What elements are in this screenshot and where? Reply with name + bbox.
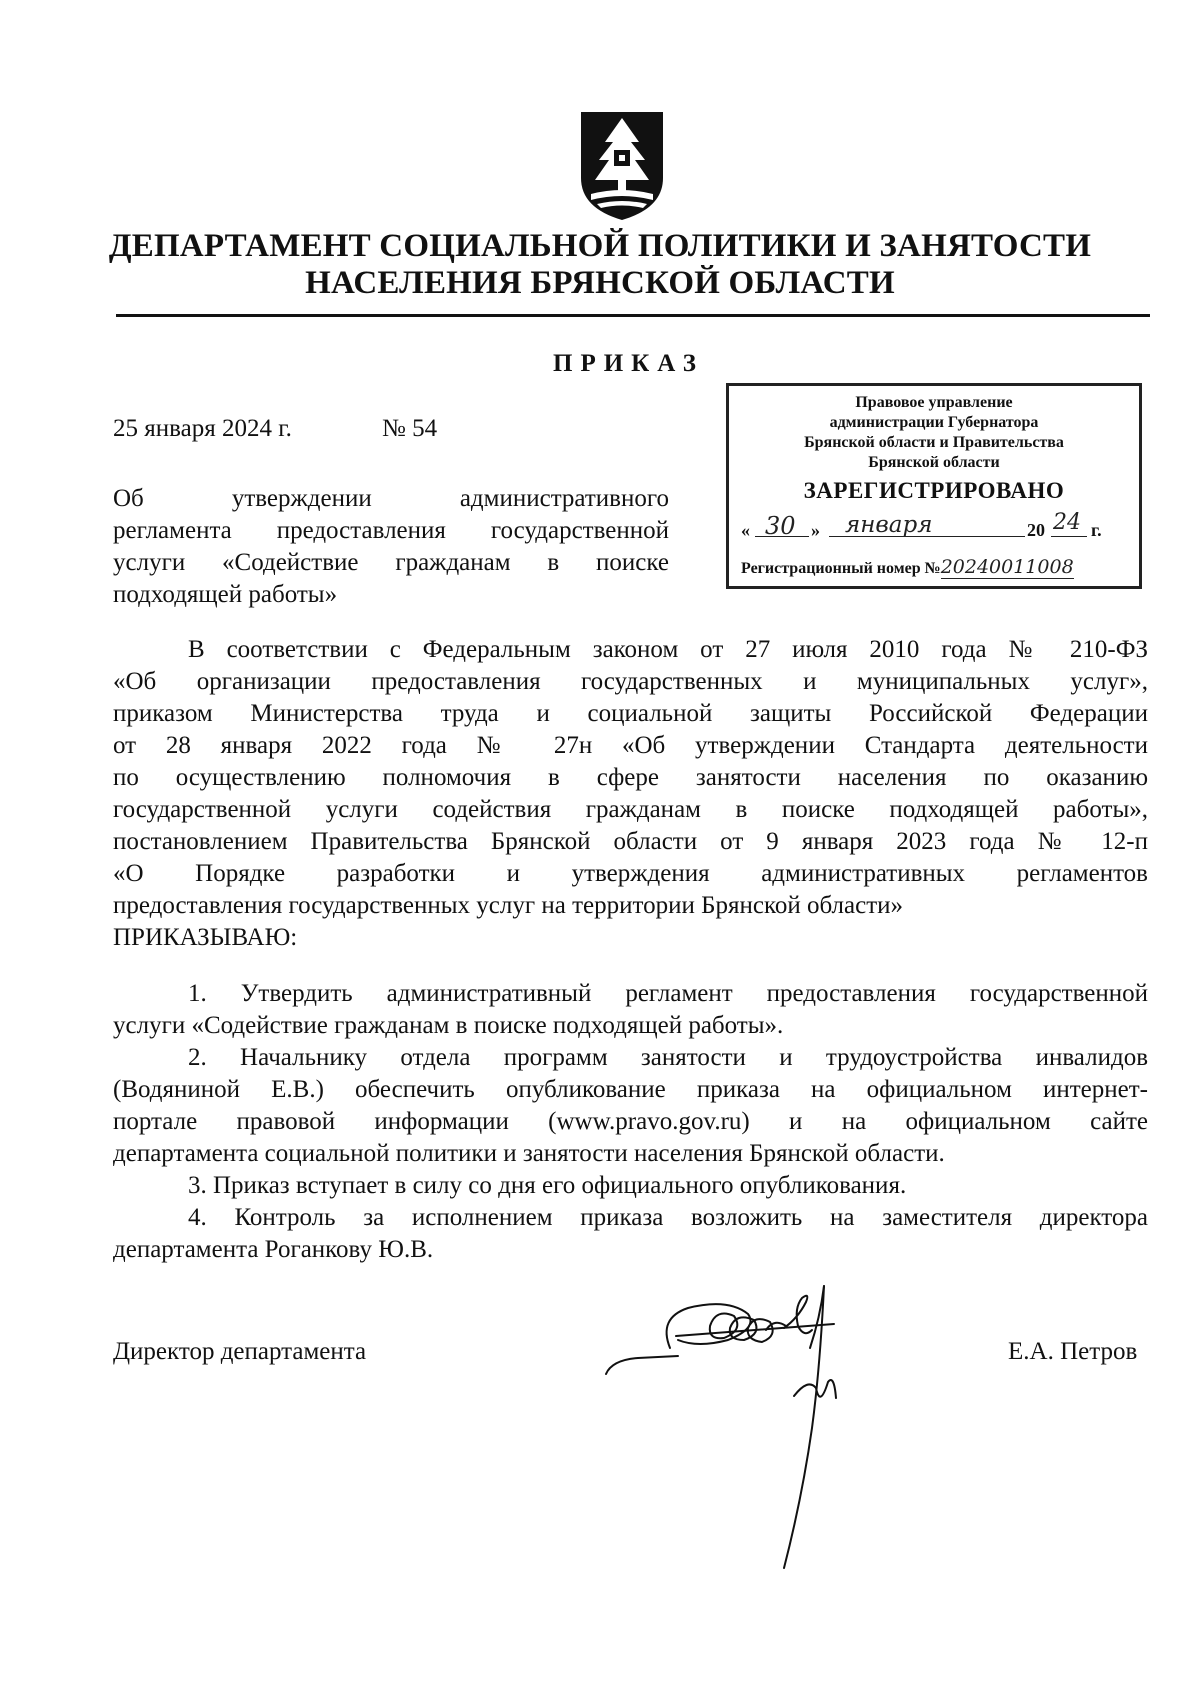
stamp-date-day: 30 <box>765 512 796 540</box>
body-line: приказом Министерства труда и социальной защиты Российской Федерации <box>113 700 1148 727</box>
stamp-line: Брянской области <box>868 454 1000 471</box>
department-name-line2: НАСЕЛЕНИЯ БРЯНСКОЙ ОБЛАСТИ <box>305 265 895 301</box>
subject-line: подходящей работы» <box>113 581 338 608</box>
preamble-paragraph <box>113 634 1148 954</box>
item-line: 3. Приказ вступает в силу со дня его официального опубликования. <box>188 1172 907 1199</box>
header-divider <box>116 314 1150 317</box>
stamp-reg-number: 20240011008 <box>940 556 1074 578</box>
stamp-date-open-quote: « <box>741 520 750 540</box>
stamp-registration <box>741 556 1074 578</box>
stamp-line: администрации Губернатора <box>829 414 1039 431</box>
item-line: 2. Начальнику отдела программ занятости и трудоустройства инвалидов <box>188 1044 1148 1071</box>
document-subject <box>113 483 669 611</box>
registration-stamp <box>726 383 1142 589</box>
department-name-line1: ДЕПАРТАМЕНТ СОЦИАЛЬНОЙ ПОЛИТИКИ И ЗАНЯТОСТИ <box>108 228 1092 264</box>
item-line: 1. Утвердить административный регламент предоставления государственной <box>188 980 1148 1007</box>
order-keyword: ПРИКАЗЫВАЮ: <box>113 924 298 951</box>
handwritten-signature <box>598 1278 888 1578</box>
order-items <box>113 978 1148 1266</box>
body-line: «Об организации предоставления государственных и муниципальных услуг», <box>113 668 1148 695</box>
stamp-date-year-unit: г. <box>1091 520 1102 540</box>
body-line: от 28 января 2022 года № 27н «Об утверждении Стандарта деятельности <box>113 732 1148 759</box>
item-line: департамента Роганкову Ю.В. <box>113 1236 434 1263</box>
body-line: постановлением Правительства Брянской области от 9 января 2023 года № 12-п <box>113 828 1148 855</box>
item-line: портале правовой информации (www.pravo.gov.ru) и на официальном сайте <box>113 1108 1148 1135</box>
subject-line: регламента предоставления государственной <box>113 517 669 544</box>
stamp-line: Брянской области и Правительства <box>804 434 1064 451</box>
body-line: В соответствии с Федеральным законом от 27 июля 2010 года № 210-ФЗ <box>188 636 1148 663</box>
body-line: предоставления государственных услуг на территории Брянской области» <box>113 892 904 919</box>
item-line: департамента социальной политики и занятости населения Брянской области. <box>113 1140 945 1167</box>
document-date: 25 января 2024 г. <box>113 415 292 442</box>
body-line: государственной услуги содействия гражданам в поиске подходящей работы», <box>113 796 1148 823</box>
item-line: (Водяниной Е.В.) обеспечить опубликование приказа на официальном интернет- <box>113 1076 1148 1103</box>
item-line: 4. Контроль за исполнением приказа возложить на заместителя директора <box>188 1204 1148 1231</box>
signatory-position: Директор департамента <box>113 1338 367 1365</box>
stamp-date <box>741 510 1133 544</box>
stamp-date-year-prefix: 20 <box>1027 520 1045 540</box>
stamp-status: ЗАРЕГИСТРИРОВАНО <box>803 478 1065 503</box>
body-line: по осуществлению полномочия в сфере занятости населения по оказанию <box>113 764 1148 791</box>
subject-line: Об утверждении административного <box>113 485 669 512</box>
stamp-date-month: января <box>845 512 933 538</box>
stamp-date-close-quote: » <box>811 520 820 540</box>
document-number: № 54 <box>382 415 438 442</box>
coat-of-arms-icon <box>577 108 667 224</box>
document-title: ПРИКАЗ <box>553 350 704 377</box>
item-line: услуги «Содействие гражданам в поиске подходящей работы». <box>113 1012 784 1039</box>
signatory-name: Е.А. Петров <box>1008 1338 1138 1365</box>
stamp-reg-label: Регистрационный номер № <box>741 560 941 577</box>
body-line: «О Порядке разработки и утверждения административных регламентов <box>113 860 1148 887</box>
stamp-line: Правовое управление <box>855 394 1013 411</box>
subject-line: услуги «Содействие гражданам в поиске <box>113 549 669 576</box>
stamp-date-year: 24 <box>1053 510 1081 535</box>
